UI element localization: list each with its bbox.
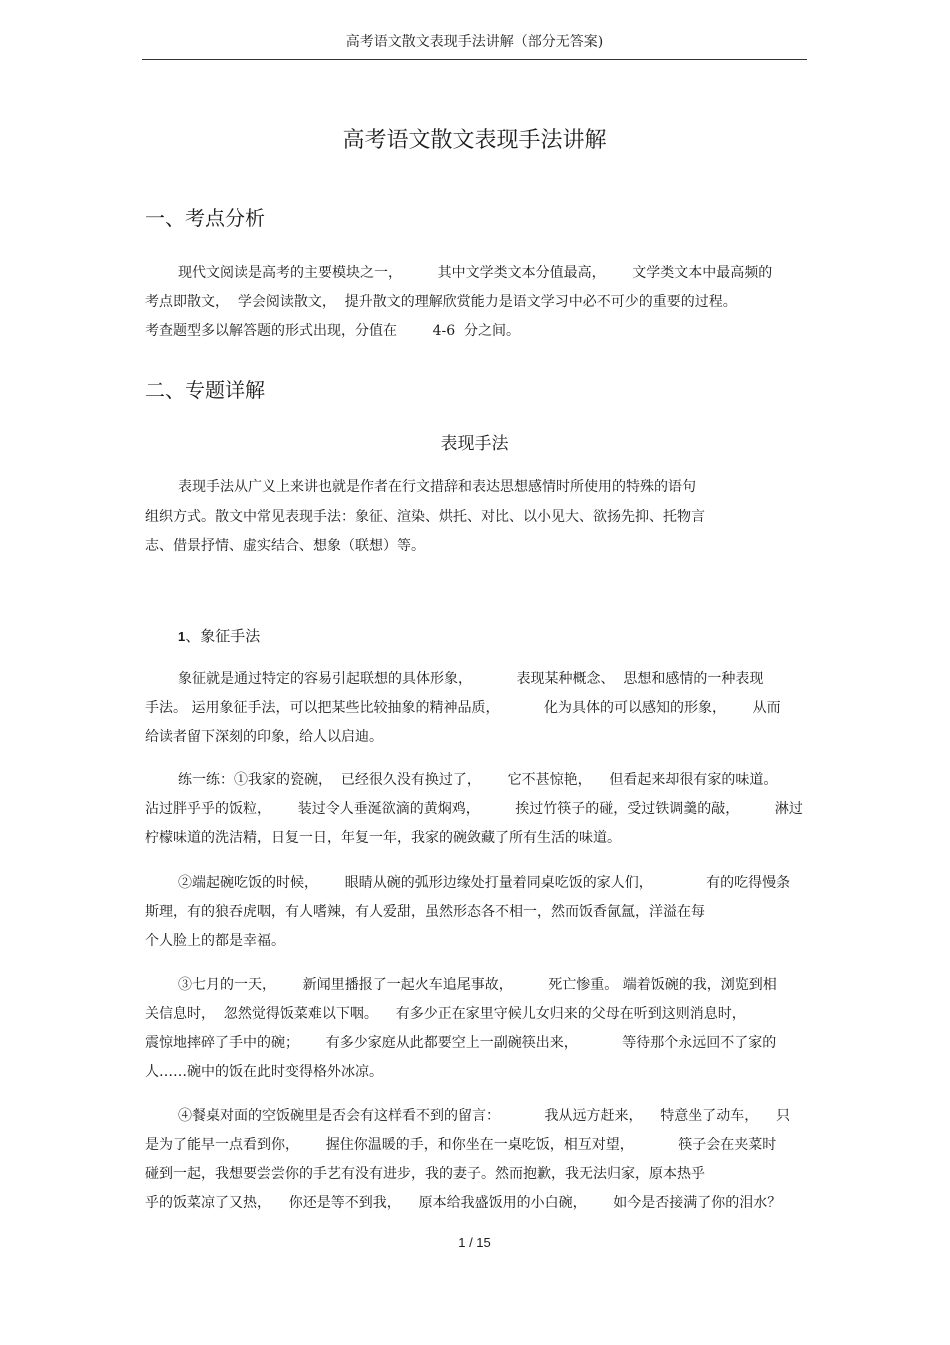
paragraph-line: 考点即散文， 学会阅读散文， 提升散文的理解欣赏能力是语文学习中必不可少的重要的过程。	[145, 294, 737, 310]
section-heading-detail: 二、专题详解	[145, 378, 265, 402]
paragraph-line: 斯理，有的狼吞虎咽，有人嗜辣，有人爱甜，虽然形态各不相一，然而饭香氤氲，洋溢在每	[145, 904, 705, 920]
subsection-heading-symbolism	[178, 624, 260, 649]
paragraph-line: 人……碗中的饭在此时变得格外冰凉。	[145, 1064, 383, 1080]
paragraph-line: 碰到一起，我想要尝尝你的手艺有没有进步，我的妻子。然而抱歉，我无法归家，原本热乎	[145, 1166, 705, 1182]
paragraph-line: 志、借景抒情、虚实结合、想象（联想）等。	[145, 538, 425, 554]
running-header: 高考语文散文表现手法讲解（部分无答案)	[345, 34, 604, 50]
paragraph-line: 现代文阅读是高考的主要模块之一， 其中文学类文本分值最高， 文学类文本中最高频的	[178, 265, 773, 281]
paragraph-line: 震惊地摔碎了手中的碗； 有多少家庭从此都要空上一副碗筷出来， 等待那个永远回不了家的	[145, 1035, 777, 1051]
paragraph-line: ④餐桌对面的空饭碗里是否会有这样看不到的留言： 我从远方赶来， 特意坐了动车， 只	[178, 1108, 791, 1124]
paragraph-line: ③七月的一天， 新闻里播报了一起火车追尾事故， 死亡惨重。 端着饭碗的我，浏览到相	[178, 977, 777, 993]
paragraph-line: 考查题型多以解答题的形式出现，分值在 4-6 分之间。	[145, 323, 521, 339]
paragraph-line: 表现手法从广义上来讲也就是作者在行文措辞和表达思想感情时所使用的特殊的语句	[178, 479, 696, 495]
topic-heading: 表现手法	[440, 434, 509, 454]
paragraph-line: 关信息时， 忽然觉得饭菜难以下咽。 有多少正在家里守候儿女归来的父母在听到这则消息时，	[145, 1006, 746, 1022]
paragraph-line: 练一练：①我家的瓷碗， 已经很久没有换过了， 它不甚惊艳， 但看起来却很有家的味道。	[178, 772, 778, 788]
subsection-label: 、象征手法	[185, 627, 261, 645]
paragraph-line: 沾过胖乎乎的饭粒， 装过令人垂涎欲滴的黄焖鸡， 挨过竹筷子的碰，受过铁调羹的敲， 淋过	[145, 801, 803, 817]
document-title: 高考语文散文表现手法讲解	[342, 128, 607, 153]
paragraph-line: 象征就是通过特定的容易引起联想的具体形象， 表现某种概念、 思想和感情的一种表现	[178, 671, 764, 687]
header-divider	[142, 59, 807, 60]
paragraph-line: 手法。 运用象征手法，可以把某些比较抽象的精神品质， 化为具体的可以感知的形象， 从而	[145, 700, 781, 716]
section-heading-analysis: 一、考点分析	[145, 206, 265, 230]
paragraph-line: 柠檬味道的洗洁精，日复一日，年复一年，我家的碗敛藏了所有生活的味道。	[145, 830, 621, 846]
paragraph-line: 个人脸上的都是幸福。	[145, 933, 285, 949]
paragraph-line: ②端起碗吃饭的时候， 眼睛从碗的弧形边缘处打量着同桌吃饭的家人们， 有的吃得慢条	[178, 875, 791, 891]
page-number: 1 / 15	[458, 1235, 491, 1250]
paragraph-line: 给读者留下深刻的印象，给人以启迪。	[145, 729, 383, 745]
paragraph-line: 乎的饭菜凉了又热， 你还是等不到我， 原本给我盛饭用的小白碗， 如今是否接满了你的泪水？	[145, 1195, 782, 1211]
paragraph-line: 是为了能早一点看到你， 握住你温暖的手，和你坐在一桌吃饭，相互对望， 筷子会在夹菜时	[145, 1137, 777, 1153]
subsection-number: 1	[178, 629, 186, 644]
paragraph-line: 组织方式。散文中常见表现手法：象征、渲染、烘托、对比、以小见大、欲扬先抑、托物言	[145, 509, 705, 525]
